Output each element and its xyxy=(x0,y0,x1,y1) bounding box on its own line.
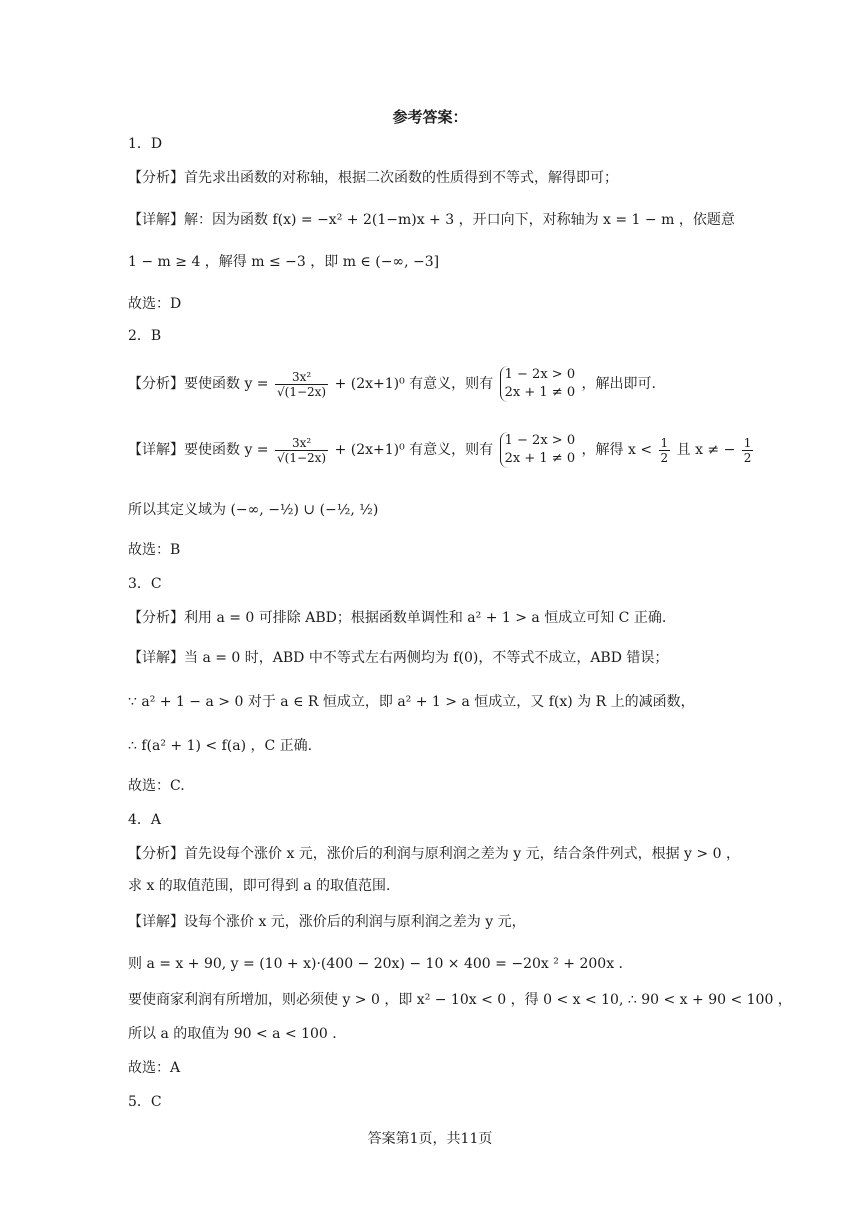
q1-analysis: 【分析】首先求出函数的对称轴，根据二次函数的性质得到不等式，解得即可； xyxy=(128,170,618,186)
q2-detail-suffix: ，解得 x < xyxy=(581,442,653,458)
q4-detail-line4: 所以 a 的取值为 90 < a < 100 . xyxy=(128,1026,337,1042)
q2-detail-prefix: 【详解】要使函数 y = xyxy=(128,442,269,458)
q4-detail-line1: 【详解】设每个涨价 x 元，涨价后的利润与原利润之差为 y 元， xyxy=(128,914,526,930)
fraction-numerator: 1 xyxy=(660,435,669,450)
system-line-2: 2x + 1 ≠ 0 xyxy=(504,385,576,400)
q2-fraction xyxy=(275,370,328,399)
q5-number: 5．C xyxy=(128,1094,162,1110)
q2-choice: 故选：B xyxy=(128,542,181,558)
fraction-numerator: 3x² xyxy=(275,436,328,451)
q3-analysis: 【分析】利用 a = 0 可排除 ABD；根据函数单调性和 a² + 1 > a 恒成立可知 C 正确. xyxy=(128,610,667,626)
q1-choice: 故选：D xyxy=(128,296,182,312)
q2-and-text: 且 x ≠ − xyxy=(676,442,736,458)
q4-detail-line3: 要使商家利润有所增加，则必须使 y > 0 ，即 x² − 10x < 0 ，得 0 < x < 10, ∴ 90 < x + 90 < 100 ， xyxy=(128,992,792,1008)
q2-analysis-prefix: 【分析】要使函数 y = xyxy=(128,376,269,392)
q4-analysis-line1: 【分析】首先设每个涨价 x 元，涨价后的利润与原利润之差为 y 元，结合条件列式，根据 y > 0 ， xyxy=(128,846,740,862)
fraction-denominator: 2 xyxy=(660,450,669,465)
q3-detail-line1: 【详解】当 a = 0 时，ABD 中不等式左右两侧均为 f(0)，不等式不成立，ABD 错误； xyxy=(128,650,669,666)
q2-detail-inequality-system xyxy=(500,432,575,468)
fraction-denominator: √(1−2x) xyxy=(277,384,327,399)
fraction-denominator: √(1−2x) xyxy=(277,450,327,465)
q4-detail-line2: 则 a = x + 90, y = (10 + x)·(400 − 20x) − 10 × 400 = −20x ² + 200x . xyxy=(128,956,623,972)
q3-choice: 故选：C. xyxy=(128,778,185,794)
q4-analysis-line2: 求 x 的取值范围，即可得到 a 的取值范围. xyxy=(128,878,391,894)
page-footer: 答案第1页，共11页 xyxy=(367,1131,493,1147)
q2-domain: 所以其定义域为 (−∞, −½) ∪ (−½, ½) xyxy=(128,502,379,518)
q1-detail-line1: 【详解】解：因为函数 f(x) = −x² + 2(1−m)x + 3 ，开口向下，对称轴为 x = 1 − m ，依题意 xyxy=(128,212,735,228)
q2-detail xyxy=(128,432,755,468)
system-line-1: 1 − 2x > 0 xyxy=(504,367,576,382)
fraction-denominator: 2 xyxy=(743,450,752,465)
half-fraction xyxy=(659,436,671,465)
q2-number: 2．B xyxy=(128,328,162,344)
fraction-numerator: 3x² xyxy=(275,370,328,385)
q4-number: 4．A xyxy=(128,812,162,828)
q4-choice: 故选：A xyxy=(128,1060,181,1076)
q3-detail-line3: ∴ f(a² + 1) < f(a) ，C 正确. xyxy=(128,738,313,754)
fraction-numerator: 1 xyxy=(743,435,752,450)
q1-detail-line2: 1 − m ≥ 4 ，解得 m ≤ −3 ，即 m ∈ (−∞, −3] xyxy=(128,254,440,270)
q3-detail-line2: ∵ a² + 1 − a > 0 对于 a ∈ R 恒成立，即 a² + 1 > a 恒成立，又 f(x) 为 R 上的减函数， xyxy=(128,694,695,710)
page-title: 参考答案： xyxy=(392,108,468,126)
q3-number: 3．C xyxy=(128,576,162,592)
q2-detail-mid: + (2x+1)⁰ 有意义，则有 xyxy=(334,442,494,458)
q2-detail-fraction xyxy=(275,436,328,465)
half-fraction xyxy=(742,436,754,465)
system-line-2: 2x + 1 ≠ 0 xyxy=(504,451,576,466)
q1-number: 1．D xyxy=(128,136,163,152)
q2-analysis-mid: + (2x+1)⁰ 有意义，则有 xyxy=(334,376,494,392)
q2-analysis xyxy=(128,366,656,402)
q2-inequality-system xyxy=(500,366,575,402)
q2-analysis-suffix: ，解出即可. xyxy=(581,376,656,392)
system-line-1: 1 − 2x > 0 xyxy=(504,433,576,448)
